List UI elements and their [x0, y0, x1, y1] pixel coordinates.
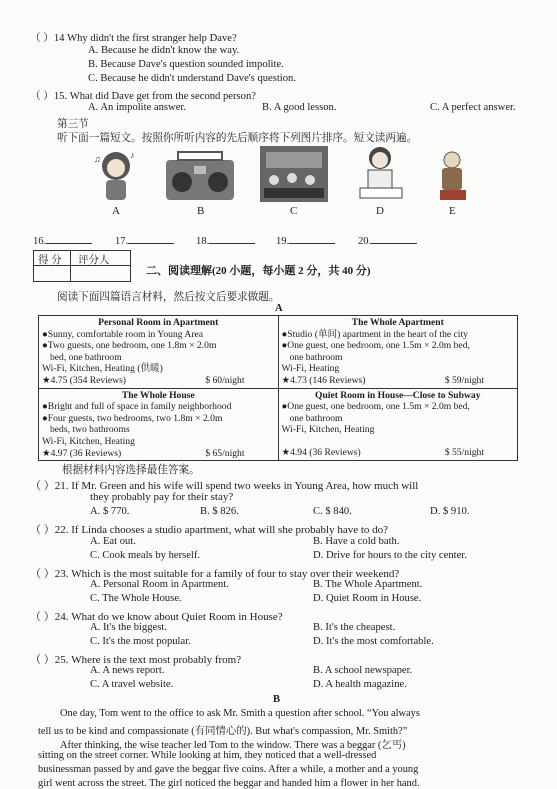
rating: ★4.97 (36 Reviews): [42, 447, 122, 459]
score-box: [33, 250, 131, 282]
picture-label-c: C: [290, 205, 298, 217]
question-24: （ ）24. What do we know about Quiet Room in House?: [30, 611, 283, 623]
q21-option-b: B. $ 826.: [200, 506, 239, 517]
room-title: Quiet Room in House—Close to Subway: [314, 389, 481, 401]
rating: ★4.75 (354 Reviews): [42, 374, 127, 386]
q15-option-a: A. An impolite answer.: [88, 102, 186, 113]
q14-option-c: C. Because he didn't understand Dave's question.: [88, 73, 296, 84]
question-14: （ ）14 Why didn't the first stranger help Dave?: [30, 33, 237, 44]
grader-label: 评分人: [78, 255, 110, 266]
room-title: Personal Room in Apartment: [98, 317, 219, 328]
passage-b-line-3: After thinking, the wise teacher led Tom to the window. There was a beggar (乞丐): [60, 740, 406, 751]
part2-instruction: 阅读下面四篇语言材料，然后按文后要求做题。: [57, 292, 280, 303]
q22-option-a: A. Eat out.: [90, 536, 136, 547]
room-whole-apartment: The Whole Apartment ●Studio (单间) apartment in the heart of the city ●One guest, one bedroom, one 1.5m × 2.0m bed, one bathroom Wi-Fi, Heating ★4.73 (146 Reviews) $ 59/night: [278, 316, 518, 389]
q24-option-c: C. It's the most popular.: [90, 636, 191, 647]
q14-option-b: B. Because Dave's question sounded impolite.: [88, 59, 284, 70]
passage-b-line-5: businessman passed by and gave the beggar five coins. After a while, a mother and a young: [38, 764, 419, 775]
price: $ 60/night: [205, 374, 245, 386]
rating: ★4.73 (146 Reviews): [281, 374, 366, 386]
question-22: （ ）22. If Linda chooses a studio apartment, what will she probably have to do?: [30, 524, 389, 536]
q23-option-d: D. Quiet Room in House.: [313, 593, 422, 604]
room-whole-house: The Whole House ●Bright and full of space in family neighborhood ●Four guests, two bedrooms, two 1.8m × 2.0m beds, two bathrooms Wi-Fi, Kitchen, Heating ★4.97 (36 Reviews) $ 65/night: [39, 388, 279, 461]
question-15: （ ）15. What did Dave get from the second person?: [30, 91, 256, 102]
blank-line: [128, 233, 174, 244]
q25-option-a: A. A news report.: [90, 665, 165, 676]
passage-b-label: B: [273, 694, 281, 705]
answer-blank-17[interactable]: 17.: [115, 233, 174, 247]
price: $ 59/night: [444, 374, 484, 386]
section3-title: 第三节: [57, 119, 89, 130]
q23-option-b: B. The Whole Apartment.: [313, 579, 423, 590]
rating: ★4.94 (36 Reviews): [281, 446, 361, 458]
picture-label-d: D: [376, 205, 384, 217]
question-21: （ ）21. If Mr. Green and his wife will spend two weeks in Young Area, how much will: [30, 480, 419, 492]
answer-blank-18[interactable]: 18.: [196, 233, 255, 247]
blank-line: [289, 233, 335, 244]
passage-b-line-1: One day, Tom went to the office to ask Mr. Smith a question after school. “You always: [60, 708, 420, 719]
answer-blank-16[interactable]: 16.: [33, 233, 92, 247]
q21-option-a: A. $ 770.: [90, 506, 130, 517]
q21-option-d: D. $ 910.: [430, 506, 470, 517]
q14-option-a: A. Because he didn't know the way.: [88, 45, 240, 56]
passage-b-line-2: tell us to be kind and compassionate (有同情心的). But what's compassion, Mr. Smith?”: [38, 726, 408, 737]
q15-option-b: B. A good lesson.: [262, 102, 337, 113]
room-title: The Whole Apartment: [351, 317, 444, 328]
room-quiet-room: Quiet Room in House—Close to Subway ●One guest, one bedroom, one 1.5m × 2.0m bed, one bathroom Wi-Fi, Kitchen, Heating ★4.94 (36 Reviews) $ 55/night: [278, 388, 518, 461]
q22-option-b: B. Have a cold bath.: [313, 536, 400, 547]
question-23: （ ）23. Which is the most suitable for a family of four to stay over their weekend?: [30, 568, 400, 580]
blank-line: [46, 233, 92, 244]
q22-option-d: D. Drive for hours to the city center.: [313, 550, 467, 561]
q21-option-c: C. $ 840.: [313, 506, 352, 517]
q24-option-a: A. It's the biggest.: [90, 622, 167, 633]
picture-label-e: E: [449, 205, 456, 217]
blank-line: [209, 233, 255, 244]
answer-blank-20[interactable]: 20.: [358, 233, 417, 247]
q22-option-c: C. Cook meals by herself.: [90, 550, 201, 561]
svg-text:♪: ♪: [130, 150, 135, 160]
classroom-picture: [260, 146, 328, 202]
q24-option-d: D. It's the most comfortable.: [313, 636, 434, 647]
part2-title: 二、阅读理解(20 小题，每小题 2 分，共 40 分): [146, 265, 371, 277]
boy-writing-picture: [356, 144, 406, 202]
passage-b-line-4: sitting on the street corner. While looking at him, they noticed that a well-dressed: [38, 750, 377, 761]
radio-picture: [164, 150, 236, 202]
q25-option-c: C. A travel website.: [90, 679, 174, 690]
q23-option-c: C. The Whole House.: [90, 593, 182, 604]
q25-option-d: D. A health magazine.: [313, 679, 407, 690]
svg-text:♫: ♫: [94, 154, 101, 164]
q21-continued: they probably pay for their stay?: [90, 491, 234, 503]
answer-blank-19[interactable]: 19.: [276, 233, 335, 247]
rooms-table: [38, 315, 518, 461]
q15-option-c: C. A perfect answer.: [430, 102, 516, 113]
girl-singing-picture: [92, 148, 140, 203]
price: $ 55/night: [444, 446, 484, 458]
passage-a-label: A: [275, 303, 283, 314]
room-personal-room: Personal Room in Apartment ●Sunny, comfortable room in Young Area ●Two guests, one bedroom, one 1.8m × 2.0m bed, one bathroom Wi-Fi, Kitchen, Heating (供暖) ★4.75 (354 Reviews) $ 60/night: [39, 316, 279, 389]
question-25: （ ）25. Where is the text most probably from?: [30, 654, 242, 666]
q25-option-b: B. A school newspaper.: [313, 665, 413, 676]
picture-label-a: A: [112, 205, 120, 217]
score-label: 得 分: [38, 255, 62, 266]
section3-instruction: 听下面一篇短文。按照你所听内容的先后顺序将下列图片排序。短文读两遍。: [57, 133, 418, 144]
blank-line: [371, 233, 417, 244]
price: $ 65/night: [205, 447, 245, 459]
q23-option-a: A. Personal Room in Apartment.: [90, 579, 229, 590]
old-man-picture: [432, 148, 472, 202]
score-divider: [70, 251, 71, 281]
passage-b-line-6: girl went across the street. The girl noticed the beggar and handed him a flower in her hand.: [38, 778, 420, 789]
q24-option-b: B. It's the cheapest.: [313, 622, 396, 633]
choose-instruction: 根据材料内容选择最佳答案。: [62, 465, 200, 476]
room-title: The Whole House: [121, 389, 195, 401]
picture-label-b: B: [197, 205, 205, 217]
